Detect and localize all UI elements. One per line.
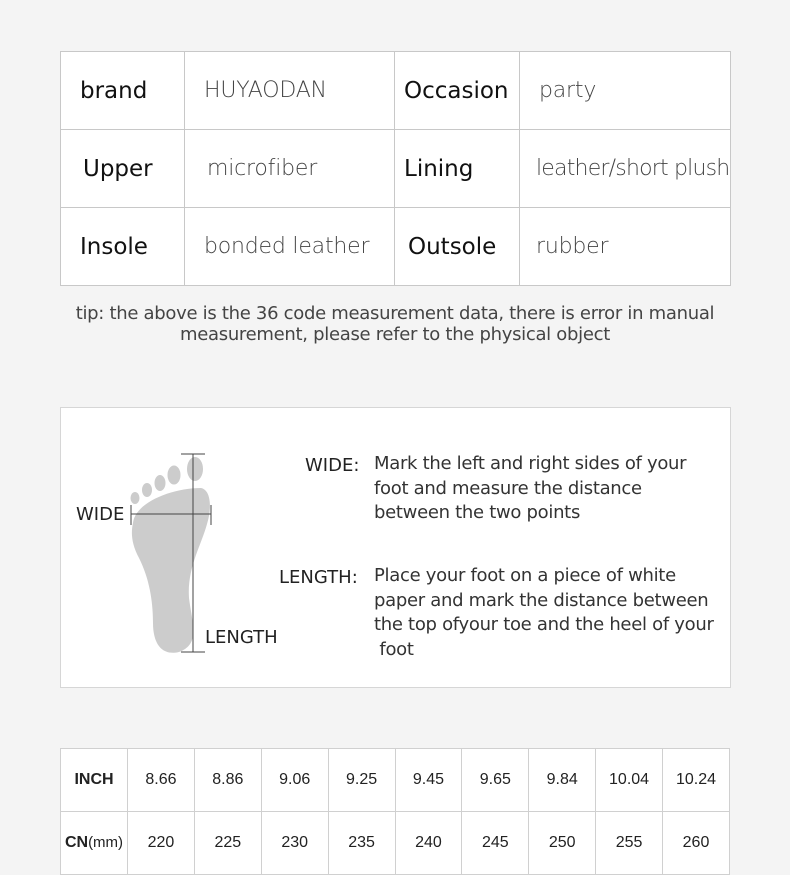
length-heading: LENGTH: bbox=[279, 567, 358, 588]
diagram-length-label: LENGTH bbox=[205, 627, 278, 648]
cn-cell: 220 bbox=[128, 812, 195, 875]
spec-row-upper bbox=[61, 130, 731, 208]
cn-cell: 245 bbox=[462, 812, 529, 875]
spec-value-upper: microfiber bbox=[207, 156, 318, 181]
spec-key-lining: Lining bbox=[404, 155, 474, 182]
inch-cell: 9.45 bbox=[395, 749, 462, 812]
cn-cell: 250 bbox=[529, 812, 596, 875]
inch-cell: 8.66 bbox=[128, 749, 195, 812]
size-row-cn bbox=[61, 812, 730, 875]
wide-line-1: Mark the left and right sides of your bbox=[374, 453, 687, 474]
inch-cell: 9.25 bbox=[328, 749, 395, 812]
spec-value-brand: HUYAODAN bbox=[204, 78, 327, 103]
spec-key-upper: Upper bbox=[83, 155, 153, 182]
cn-cell: 240 bbox=[395, 812, 462, 875]
wide-line-3: between the two points bbox=[374, 502, 581, 523]
foot-icon bbox=[131, 457, 210, 653]
spec-table bbox=[60, 51, 731, 286]
inch-header: INCH bbox=[61, 749, 128, 812]
spec-value-insole: bonded leather bbox=[204, 234, 370, 259]
cn-cell: 230 bbox=[261, 812, 328, 875]
spec-value-occasion: party bbox=[539, 78, 597, 103]
length-line-2: paper and mark the distance between bbox=[374, 589, 709, 611]
wide-line-2: foot and measure the distance bbox=[374, 477, 642, 499]
spec-key-outsole: Outsole bbox=[408, 233, 497, 260]
length-line-4: foot bbox=[374, 638, 414, 660]
length-description bbox=[374, 564, 719, 662]
spec-key-brand: brand bbox=[80, 77, 148, 104]
spec-key-occasion: Occasion bbox=[404, 77, 509, 104]
diagram-wide-label: WIDE bbox=[76, 504, 125, 525]
tip-line-2: measurement, please refer to the physical object bbox=[180, 324, 610, 345]
cn-cell: 235 bbox=[328, 812, 395, 875]
size-row-inch bbox=[61, 749, 730, 812]
inch-cell: 9.06 bbox=[261, 749, 328, 812]
inch-cell: 9.65 bbox=[462, 749, 529, 812]
inch-cell: 10.04 bbox=[596, 749, 663, 812]
measurement-tip bbox=[60, 303, 730, 345]
cn-cell: 225 bbox=[194, 812, 261, 875]
inch-cell: 8.86 bbox=[194, 749, 261, 812]
spec-value-outsole: rubber bbox=[536, 234, 609, 259]
cn-cell: 255 bbox=[596, 812, 663, 875]
cn-unit: (mm) bbox=[88, 834, 124, 851]
tip-line-1: tip: the above is the 36 code measurement data, there is error in manual bbox=[75, 303, 715, 324]
spec-row-insole bbox=[61, 208, 731, 286]
cn-cell: 260 bbox=[663, 812, 730, 875]
inch-cell: 9.84 bbox=[529, 749, 596, 812]
cn-label: CN bbox=[64, 834, 89, 851]
wide-description bbox=[374, 452, 719, 526]
spec-value-lining: leather/short plush bbox=[536, 156, 730, 181]
cn-header bbox=[61, 812, 128, 875]
length-line-3: the top ofyour toe and the heel of your bbox=[374, 614, 714, 635]
wide-heading: WIDE: bbox=[305, 455, 360, 476]
foot-measure-guide bbox=[60, 407, 731, 688]
spec-row-brand bbox=[61, 52, 731, 130]
size-table bbox=[60, 748, 730, 875]
spec-key-insole: Insole bbox=[80, 233, 148, 260]
inch-cell: 10.24 bbox=[663, 749, 730, 812]
length-line-1: Place your foot on a piece of white bbox=[374, 565, 676, 586]
